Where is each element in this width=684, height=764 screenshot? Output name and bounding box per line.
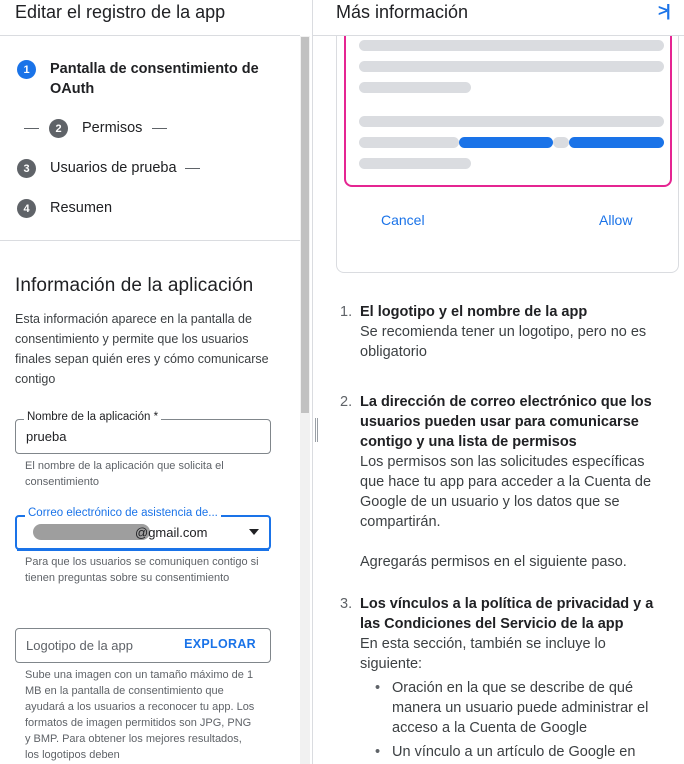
- list-item-title: La dirección de correo electrónico que los usuarios pueden usar para comunicarse contigo y una lista de permisos: [360, 394, 652, 450]
- consent-preview-frame: [344, 19, 672, 187]
- list-item-title: El logotipo y el nombre de la app: [360, 304, 588, 320]
- placeholder-bar: [359, 158, 471, 169]
- header-divider: [0, 35, 300, 36]
- app-logo-placeholder: Logotipo de la app: [26, 638, 133, 653]
- redacted-email-part: [33, 524, 150, 540]
- bullet-item: • Un vínculo a un artículo de Google en: [360, 742, 670, 762]
- placeholder-bar: [359, 116, 664, 127]
- section-title: Información de la aplicación: [15, 275, 254, 296]
- steps-divider: [0, 240, 300, 241]
- step-3-badge: 3: [17, 159, 36, 178]
- step-test-users[interactable]: [17, 158, 200, 178]
- placeholder-bar: [553, 137, 569, 148]
- placeholder-link-bar: [569, 137, 664, 148]
- list-item-title: Los vínculos a la política de privacidad y a las Condiciones del Servicio de la app: [360, 596, 654, 632]
- browse-button[interactable]: EXPLORAR: [184, 637, 256, 651]
- step-consent-screen[interactable]: [17, 59, 277, 99]
- app-name-hint: El nombre de la aplicación que solicita el consentimiento: [25, 460, 224, 488]
- placeholder-bar: [359, 137, 459, 148]
- app-logo-field[interactable]: [15, 628, 271, 663]
- focus-underline: [17, 549, 269, 551]
- list-item-body: En esta sección, también se incluye lo siguiente:: [360, 636, 606, 672]
- step-connector: [185, 168, 200, 169]
- preview-cancel-button: Cancel: [381, 212, 425, 228]
- header-divider: [313, 35, 684, 36]
- step-connector: [24, 128, 39, 129]
- step-2-badge: 2: [49, 119, 68, 138]
- info-list: [340, 302, 670, 762]
- list-item-body: Se recomienda tener un logotipo, pero no es obligatorio: [360, 324, 647, 360]
- step-1-badge: 1: [17, 60, 36, 79]
- list-item-number: 3.: [340, 596, 353, 612]
- bullet-list: [360, 678, 670, 762]
- list-item-number: 2.: [340, 394, 353, 410]
- list-item-number: 1.: [340, 304, 353, 320]
- support-email-hint: Para que los usuarios se comuniquen contigo si tienen preguntas sobre su consentimiento: [25, 556, 259, 584]
- bullet-item: • Oración en la que se describe de qué manera un usuario puede administrar el acceso a la Cuenta de Google: [360, 678, 670, 738]
- list-item-body: Los permisos son las solicitudes específicas que hace tu app para acceder a la Cuenta de Google de un usuario y los datos que se compartirán.: [360, 454, 652, 530]
- app-logo-hint: Sube una imagen con un tamaño máximo de 1 MB en la pantalla de consentimiento que ayudará a los usuarios a reconocer tu app. Los formatos de imagen permitidos son JPG, PNG y BMP. Para obtener los mejores resultados, los logotipos deben: [25, 669, 255, 761]
- collapse-panel-icon[interactable]: >|: [658, 1, 669, 20]
- scrollbar-thumb[interactable]: [301, 37, 309, 413]
- step-4-label: Resumen: [50, 200, 113, 216]
- support-email-select[interactable]: [15, 507, 271, 550]
- step-connector: [152, 128, 167, 129]
- step-4-badge: 4: [17, 199, 36, 218]
- app-name-value[interactable]: prueba: [26, 429, 67, 444]
- placeholder-bar: [359, 82, 471, 93]
- step-1-label: Pantalla de consentimiento de OAuth: [50, 61, 259, 97]
- placeholder-bar: [359, 40, 664, 51]
- step-scopes[interactable]: [24, 118, 167, 138]
- step-2-label: Permisos: [82, 120, 143, 136]
- list-item: [340, 594, 670, 762]
- section-description: Esta información aparece en la pantalla de consentimiento y permite que los usuarios finales sepan quién eres y cómo comunicarse contigo: [15, 312, 269, 386]
- app-name-field[interactable]: [15, 411, 271, 454]
- support-email-label: Correo electrónico de asistencia de...: [25, 507, 221, 519]
- more-info-pane: [313, 0, 684, 764]
- more-info-title: Más información: [336, 2, 469, 22]
- step-summary[interactable]: [17, 198, 112, 218]
- page-title: Editar el registro de la app: [15, 2, 226, 22]
- edit-registration-pane: [0, 0, 312, 764]
- app-name-label: Nombre de la aplicación *: [24, 411, 161, 423]
- consent-preview-card: [336, 20, 679, 273]
- list-item: [340, 302, 670, 362]
- list-item: [340, 392, 670, 572]
- dropdown-arrow-icon[interactable]: [249, 529, 259, 535]
- preview-allow-button: Allow: [599, 212, 633, 228]
- placeholder-link-bar: [459, 137, 553, 148]
- step-3-label: Usuarios de prueba: [50, 160, 177, 176]
- support-email-suffix: @gmail.com: [135, 525, 208, 540]
- placeholder-bar: [359, 61, 664, 72]
- list-item-body: Agregarás permisos en el siguiente paso.: [360, 554, 627, 570]
- right-header: [313, 0, 684, 35]
